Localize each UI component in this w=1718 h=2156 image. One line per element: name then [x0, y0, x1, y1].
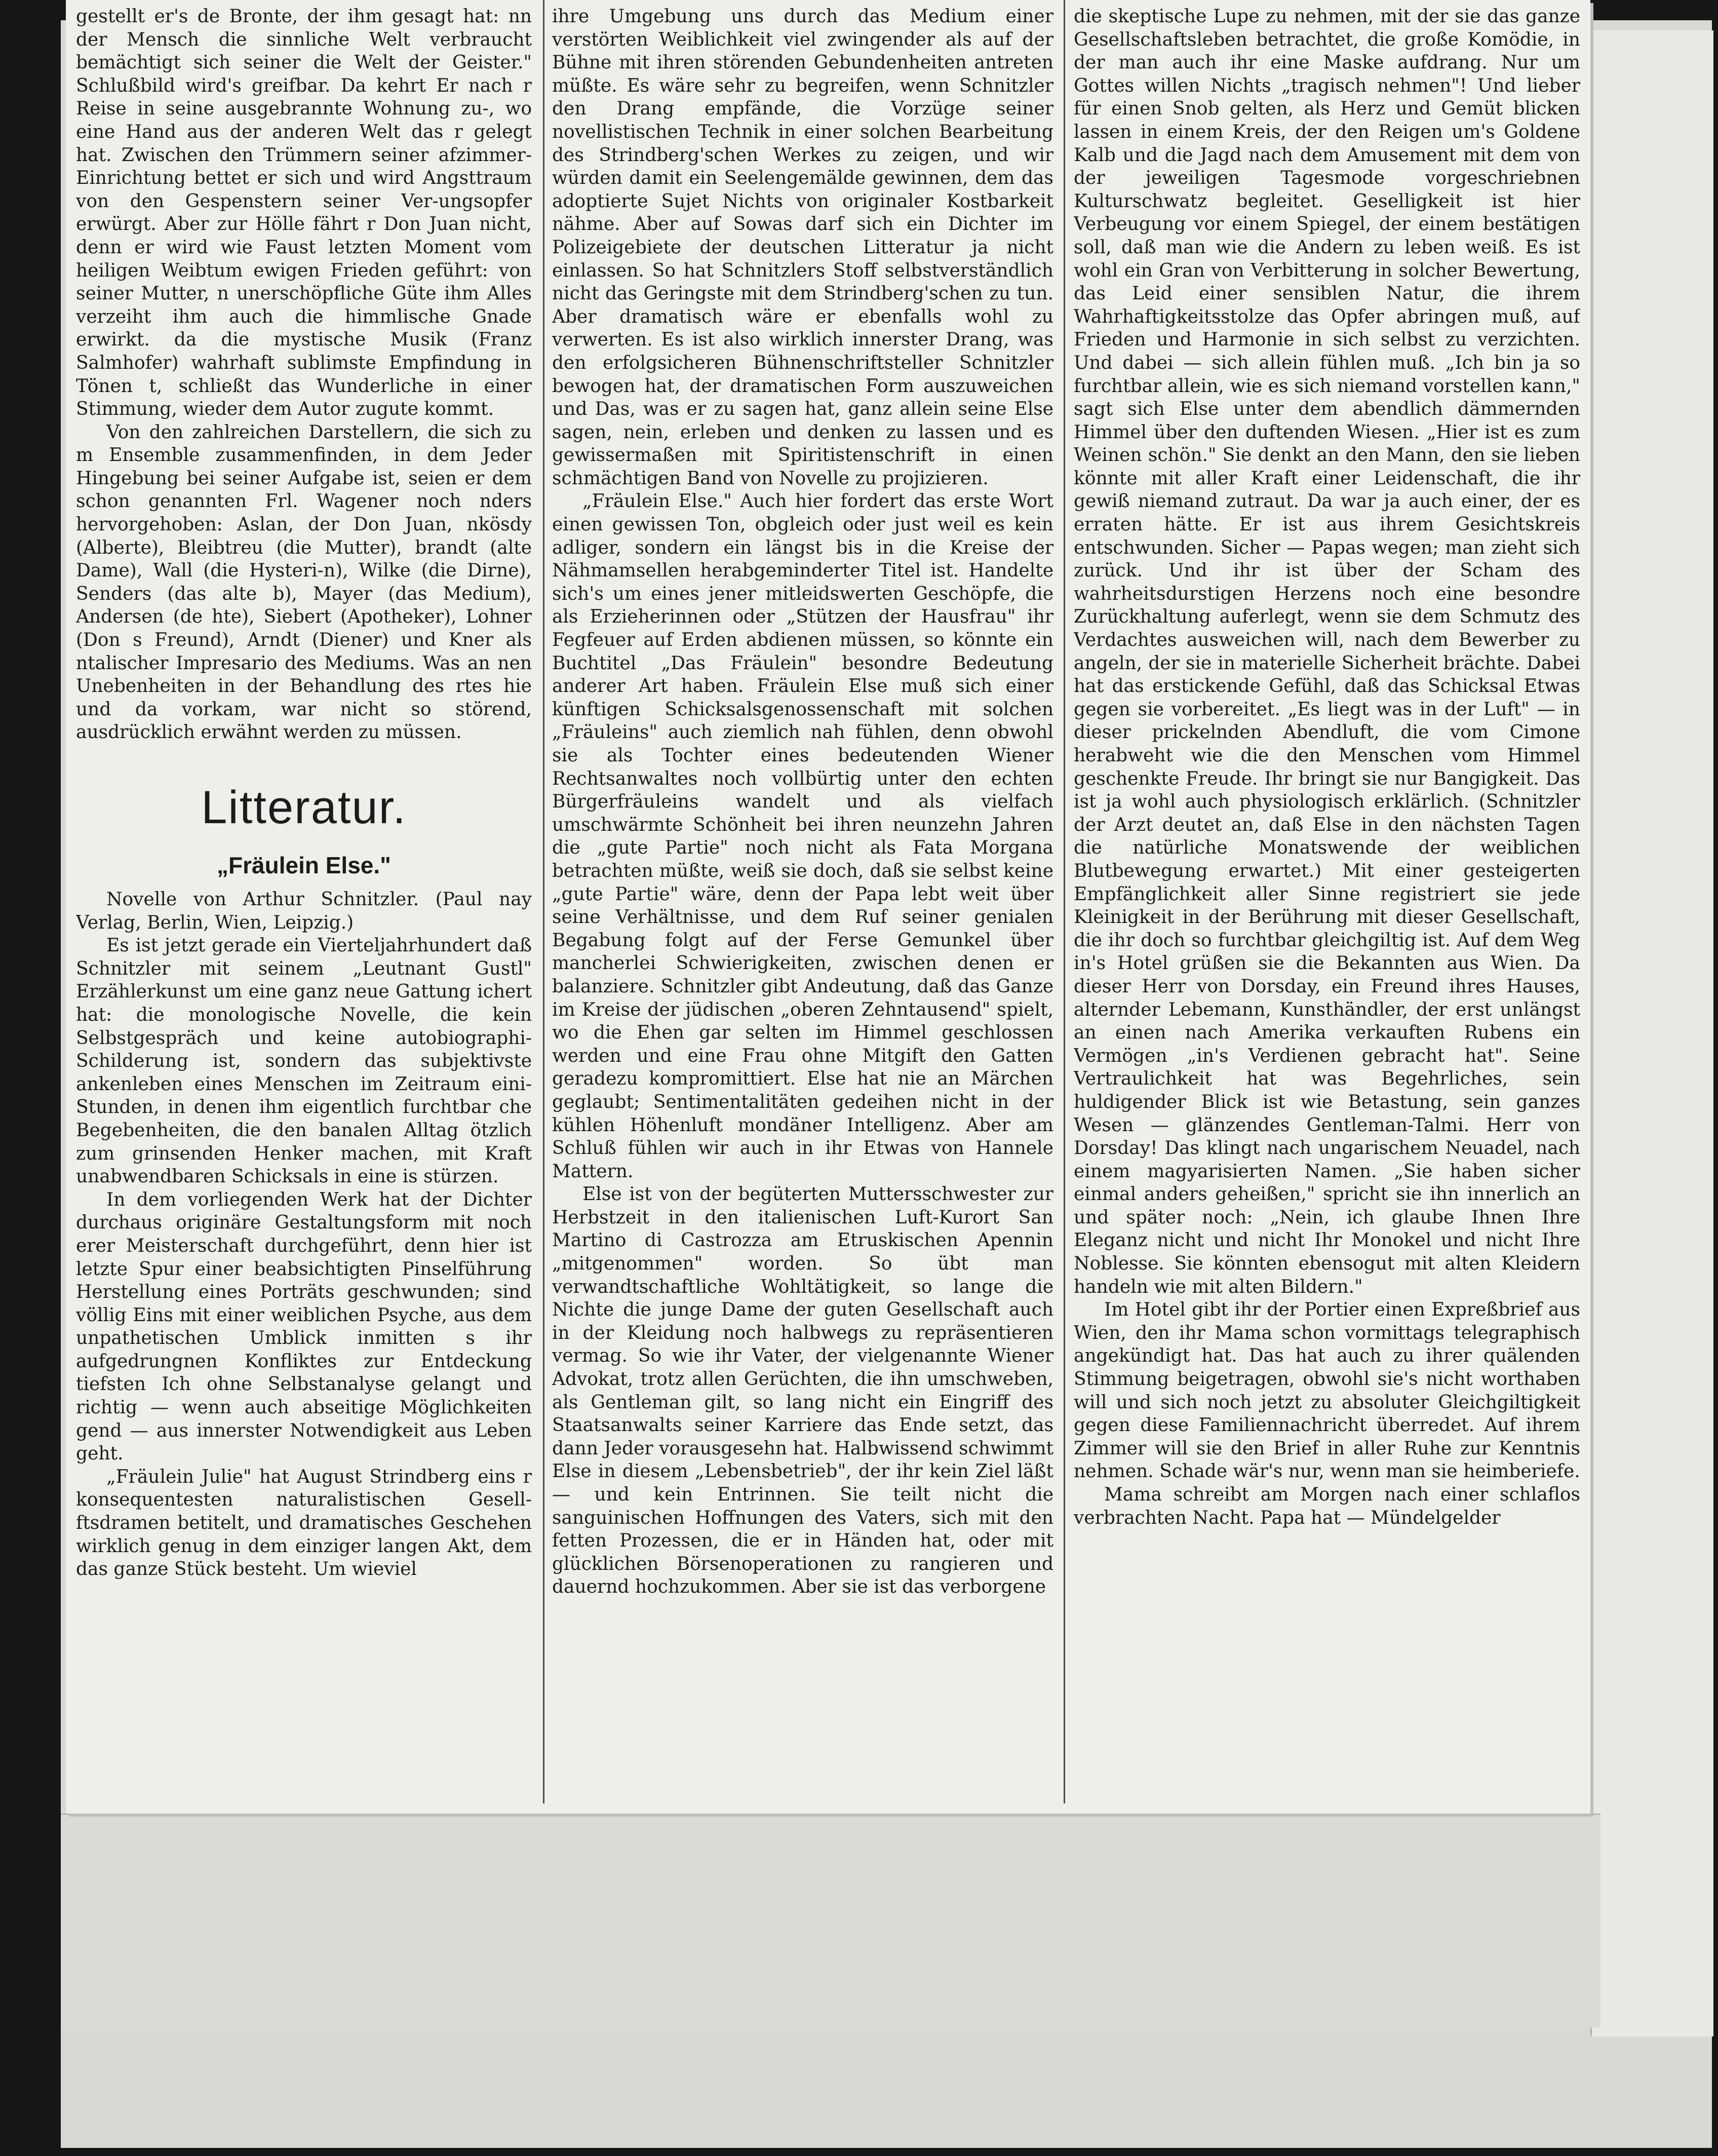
column-rule — [543, 0, 544, 1803]
book-reference: Novelle von Arthur Schnitzler. (Paul nay Verlag, Berlin, Wien, Leipzig.) — [76, 889, 532, 933]
paragraph: Else ist von der begüterten Muttersschwester zur Herbstzeit in den italienischen Luft-Kurort San Martino di Castrozza am Etruskischen Apennin „mitgenommen" worden. So übt man verwandtschaftliche Wohltätigkeit, so lange die Nichte die junge Dame der guten Gesellschaft auch in der Kleidung noch halbwegs zu repräsentieren vermag. So wie ihr Vater, der vielgenannte Wiener Advokat, trotz allen Gerüchten, die ihn umschweben, als Gentleman gilt, so lang nicht ein Eingriff des Staatsanwalts seiner Karriere das Ende setzt, das dann Jeder vorausgesehn hat. Halbwissend schwimmt Else in diesem „Lebensbetrieb", der ihr kein Ziel läßt — und kein Entrinnen. Sie teilt nicht die sanguinischen Hoffnungen des Vaters, sich mit den fetten Prozessen, die er in Händen hat, oder mit glücklichen Börsenoperationen zu rangieren und dauernd hochzukommen. Aber sie ist das verborgene — [552, 1184, 1053, 1598]
paragraph: Es ist jetzt gerade ein Vierteljahrhundert daß Schnitzler mit seinem „Leutnant Gustl" Erzählerkunst um eine ganz neue Gattung ichert hat: die monologische Novelle, die kein Selbstgespräch und keine autobiographi-Schilderung ist, sondern das subjektivste ankenleben eines Menschen im Zeitraum eini-Stunden, in denen ihm eigentlich furchtbar che Begebenheiten, die den banalen Alltag ötzlich zum grinsenden Henker machen, mit Kraft unabwendbaren Schicksals in eine is stürzen. — [76, 935, 532, 1187]
section-title: Litteratur. — [201, 782, 407, 833]
column-rule — [1064, 0, 1065, 1803]
paragraph: Im Hotel gibt ihr der Portier einen Expreßbrief aus Wien, den ihr Mama schon vormittags telegraphisch angekündigt hat. Das hat auch zu ihrer quälenden Stimmung beigetragen, obwohl sie's nicht worthaben will und sich noch jetzt zu absoluter Gleichgiltigkeit gegen diese Familiennachricht überredet. Auf ihrem Zimmer will sie den Brief in aller Ruhe zur Kenntnis nehmen. Schade wär's nur, wenn man sie heimberiefe. — [1074, 1299, 1580, 1482]
text-column-middle — [552, 5, 1053, 1808]
paragraph: gestellt er's de Bronte, der ihm gesagt hat: nn der Mensch die sinnliche Welt verbraucht bemächtigt sich seiner die Welt der Geister." Schlußbild wird's greifbar. Da kehrt Er nach r Reise in seine ausgebrannte Wohnung zu-, wo eine Hand aus der anderen Welt das r gelegt hat. Zwischen den Trümmern seiner afzimmer-Einrichtung bettet er sich und wird Angsttraum von den Gespenstern seiner Ver-ungsopfer erwürgt. Aber zur Hölle fährt r Don Juan nicht, denn er wird wie Faust letzten Moment vom heiligen Weibtum ewigen Frieden geführt: von seiner Mutter, n unerschöpfliche Güte ihm Alles verzeiht ihm auch die himmlische Gnade erwirkt. da die mystische Musik (Franz Salmhofer) wahrhaft sublimste Empfindung in Tönen t, schließt das Wunderliche in einer Stimmung, wieder dem Autor zugute kommt. — [76, 6, 532, 420]
paragraph: „Fräulein Else." Auch hier fordert das erste Wort einen gewissen Ton, obgleich oder just weil es kein adliger, sondern ein längst bis in die Kreise der Nähmamsellen herabgeminderter Titel ist. Handelte sich's um eines jener mitleidswerten Geschöpfe, die als Erzieherinnen oder „Stützen der Hausfrau" ihr Fegfeuer auf Erden abdienen müssen, so könnte ein Buchtitel „Das Fräulein" besondre Bedeutung anderer Art haben. Fräulein Else muß sich einer künftigen Schicksalsgenossenschaft mit solchen „Fräuleins" auch ziemlich nah fühlen, denn obwohl sie als Tochter eines bedeutenden Wiener Rechtsanwaltes noch vollbürtig unter den echten Bürgerfräuleins wandelt und als vielfach umschwärmte Schönheit bei ihren neunzehn Jahren die „gute Partie" noch nicht als Fata Morgana betrachten müßte, weiß sie doch, daß sie selbst keine „gute Partie" wäre, denn der Papa lebt weit über seine Verhältnisse, und dem Ruf seiner genialen Begabung folgt auf der Ferse Gemunkel über mancherlei Schwierigkeiten, zwischen denen er balanziere. Schnitzler gibt Andeutung, daß das Ganze im Kreise der jüdischen „oberen Zehntausend" spielt, wo die Ehen gar selten im Himmel geschlossen werden und eine Frau ohne Mitgift den Gatten geradezu kompromittiert. Else hat nie an Märchen geglaubt; Sentimentalitäten gedeihen nicht in der kühlen Höhenluft mondäner Intelligenz. Aber am Schluß fühlen wir auch in ihr Etwas von Hannele Mattern. — [552, 491, 1053, 1182]
backing-sheet-bottom — [61, 1814, 1600, 2027]
article-title: „Fräulein Else." — [217, 852, 391, 878]
paragraph: „Fräulein Julie" hat August Strindberg eins r konsequentesten naturalistischen Gesell-ftsdramen betitelt, und dramatisches Geschehen wirklich genug in dem einziger langen Akt, dem das ganze Stück besteht. Um wieviel — [76, 1466, 532, 1580]
paragraph: ihre Umgebung uns durch das Medium einer verstörten Weiblichkeit viel zwingender als auf der Bühne mit ihren störenden Gebundenheiten antreten müßte. Es wäre sehr zu begreifen, wenn Schnitzler den Drang empfände, die Vorzüge seiner novellistischen Technik in einer solchen Bearbeitung des Strindberg'schen Werkes zu zeigen, und wir würden damit ein Seelengemälde gewinnen, dem das adoptierte Sujet Nichts von originaler Kostbarkeit nähme. Aber auf Sowas darf sich ein Dichter im Polizeigebiete der deutschen Litteratur ja nicht einlassen. So hat Schnitzlers Stoff selbstverständlich nicht das Geringste mit dem Strindberg'schen zu tun. Aber dramatisch wäre er ebenfalls wohl zu verwerten. Es ist also wirklich innerster Drang, was den erfolgsicheren Bühnenschriftsteller Schnitzler bewogen hat, der dramatischen Form auszuweichen und Das, was er zu sagen hat, ganz allein seine Else sagen, nein, erleben und denken zu lassen und es gewissermaßen mit Spiritistenschrift in einen schmächtigen Band von Novelle zu projizieren. — [552, 6, 1053, 489]
paragraph: Von den zahlreichen Darstellern, die sich zu m Ensemble zusammenfinden, in dem Jeder Hingebung bei seiner Aufgabe ist, seien er dem schon genannten Frl. Wagener noch nders hervorgehoben: Aslan, der Don Juan, nkösdy (Alberte), Bleibtreu (die Mutter), brandt (alte Dame), Wall (die Hysteri-n), Wilke (die Dirne), Senders (das alte b), Mayer (das Medium), Andersen (de hte), Siebert (Apotheker), Lohner (Don s Freund), Arndt (Diener) und Kner als ntalischer Impresario des Mediums. Was an nen Unebenheiten in der Behandlung des rtes hie und da vorkam, war nicht so störend, ausdrücklich erwähnt werden zu müssen. — [76, 421, 532, 743]
paragraph: Mama schreibt am Morgen nach einer schlaflos verbrachten Nacht. Papa hat — Mündelgelder — [1074, 1484, 1580, 1528]
text-column-left — [76, 5, 532, 1808]
paragraph: In dem vorliegenden Werk hat der Dichter durchaus originäre Gestaltungsform mit noch erer Meisterschaft durchgeführt, denn hier ist letzte Spur einer beabsichtigten Pinselführung Herstellung eines Porträts geschwunden; sind völlig Eins mit einer weiblichen Psyche, aus dem unpathetischen Umblick inmitten s ihr aufgedrungnen Konfliktes zur Entdeckung tiefsten Ich ohne Selbstanalyse gelangt und richtig — wenn auch abseitige Möglichkeiten gend — aus innerster Notwendigkeit aus Leben geht. — [76, 1189, 532, 1465]
text-column-right — [1074, 5, 1580, 1808]
paragraph: die skeptische Lupe zu nehmen, mit der sie das ganze Gesellschaftsleben betrachtet, die große Komödie, in der man auch ihr eine Maske aufdrang. Nur um Gottes willen Nichts „tragisch nehmen"! Und lieber für einen Snob gelten, als Herz und Gemüt blicken lassen in einem Kreis, der den Reigen um's Goldene Kalb und die Jagd nach dem Amusement mit dem von der jeweiligen Tagesmode vorgeschriebnen Kulturschwatz begleitet. Geselligkeit ist hier Verbeugung vor einem Spiegel, der einem bestätigen soll, daß man wie die Andern zu leben weiß. Es ist wohl ein Gran von Verbitterung in solcher Bewertung, das Leid einer sensiblen Natur, die ihrem Wahrhaftigkeitsstolze das Opfer abringen muß, auf Frieden und Harmonie in sich selbst zu verzichten. Und dabei — sich allein fühlen muß. „Ich bin ja so furchtbar allein, wie es sich niemand vorstellen kann," sagt sich Else unter dem abendlich dämmernden Himmel über den duftenden Wiesen. „Hier ist es zum Weinen schön." Sie denkt an den Mann, den sie lieben könnte mit aller Kraft einer Leidenschaft, die ihr gewiß niemand zutraut. Da war ja auch einer, der es erraten hätte. Er ist aus ihrem Gesichtskreis entschwunden. Sicher — Papas wegen; man zieht sich zurück. Und ihr ist über der Scham des wahrheitsdurstigen Herzens noch eine besondre Zurückhaltung auferlegt, wenn sie dem Schmutz des Verdachtes ausweichen will, nach dem Bewerber zu angeln, der sie in materielle Sicherheit brächte. Dabei hat das erstickende Gefühl, daß das Schicksal Etwas gegen sie vorbereitet. „Es liegt was in der Luft" — in dieser prickelnden Abendluft, die vom Cimone herabweht wie die den Menschen vom Himmel geschenkte Freude. Ihr bringt sie nur Bangigkeit. Das ist ja wohl auch physiologisch erklärlich. (Schnitzler der Arzt deutet an, daß Else in den nächsten Tagen die natürliche Monatswende der weiblichen Blutbewegung erwartet.) Mit einer gesteigerten Empfänglichkeit aller Sinne registriert sie jede Kleinigkeit in der Berührung mit dieser Gesellschaft, die ihr doch so furchtbar gleichgiltig ist. Auf dem Weg in's Hotel grüßen sie die Bekannten aus Wien. Da dieser Herr von Dorsday, ein Freund ihres Hauses, alternder Lebemann, Kunsthändler, der erst unlängst an einen nach Amerika verkauften Rubens ein Vermögen „in's Verdienen gebracht hat". Seine Vertraulichkeit hat was Begehrliches, sein huldigender Blick ist wie Betastung, sein ganzes Wesen — glänzendes Gentleman-Talmi. Herr von Dorsday! Das klingt nach ungarischem Neuadel, nach einem magyarisierten Namen. „Sie haben sicher einmal anders geheißen," spricht sie ihn innerlich an und später noch: „Nein, ich glaube Ihnen Ihre Eleganz nicht und nicht Ihr Monokel und nicht Ihre Noblesse. Sie könnten ebensogut mit alten Kleidern handeln wie mit alten Bildern." — [1074, 6, 1580, 1297]
backing-sheet-edge — [1590, 30, 1713, 2036]
